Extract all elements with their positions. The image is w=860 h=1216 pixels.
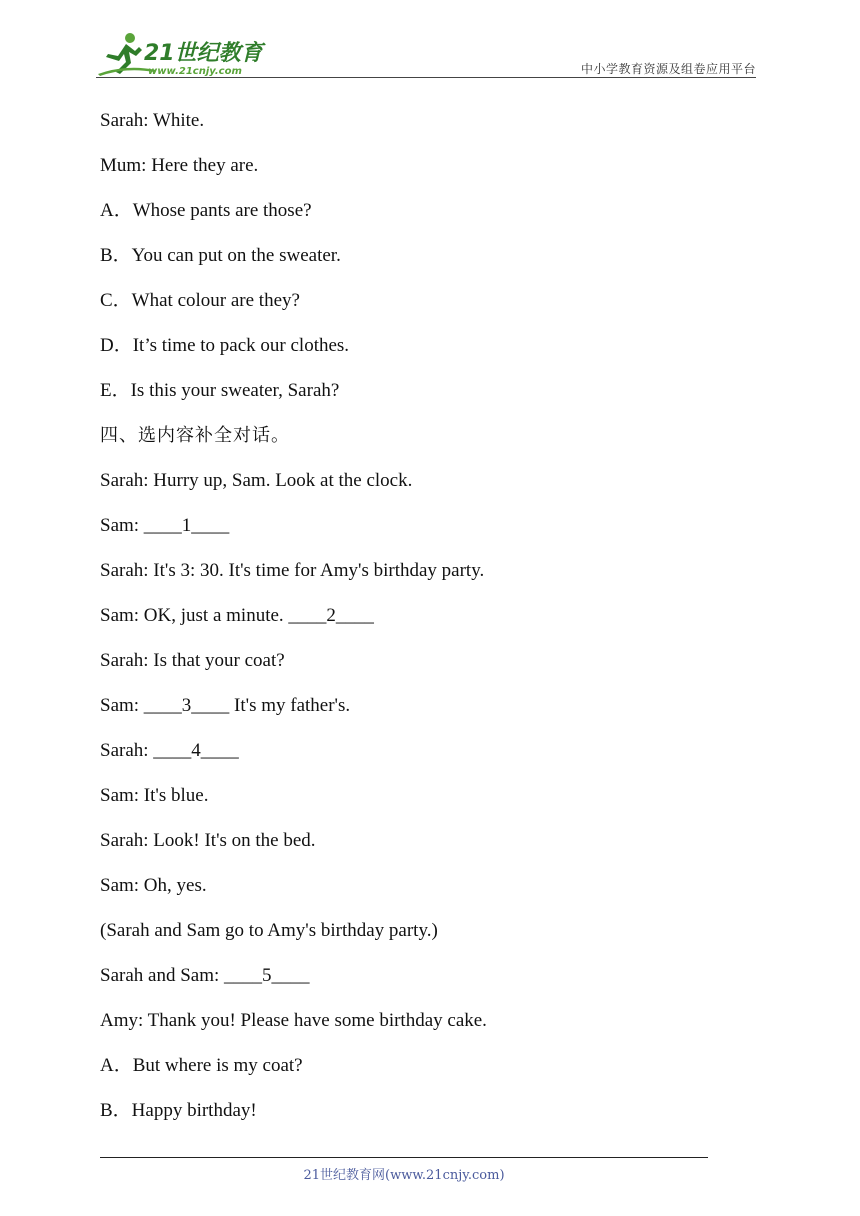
option-line: B．You can put on the sweater. — [100, 245, 341, 266]
logo — [96, 30, 266, 78]
option-line: A．Whose pants are those? — [100, 200, 312, 221]
dialogue-line: Sarah: Hurry up, Sam. Look at the clock. — [100, 470, 413, 491]
dialogue-line: Sarah: It's 3: 30. It's time for Amy's birthday party. — [100, 560, 485, 581]
section-heading: 四、选内容补全对话。 — [100, 425, 290, 446]
dialogue-line: Sam: OK, just a minute. ____2____ — [100, 605, 374, 626]
header-platform-text: 中小学教育资源及组卷应用平台 — [580, 62, 756, 76]
dialogue-line: Sarah: Is that your coat? — [100, 650, 285, 671]
document-body — [100, 108, 740, 1143]
header-divider — [96, 77, 756, 78]
footer-link-text: 21世纪教育网(www.21cnjy.com) — [303, 1168, 505, 1183]
dialogue-line: Sarah: White. — [100, 110, 205, 131]
page-header — [96, 30, 756, 78]
dialogue-line: Amy: Thank you! Please have some birthday cake. — [100, 1010, 487, 1031]
dialogue-line: Sam: It's blue. — [100, 785, 209, 806]
option-line: C．What colour are they? — [100, 290, 300, 311]
dialogue-line: Sarah: Look! It's on the bed. — [100, 830, 316, 851]
option-line: D．It’s time to pack our clothes. — [100, 335, 350, 356]
page-footer — [100, 1157, 708, 1183]
dialogue-line: Sarah and Sam: ____5____ — [100, 965, 310, 986]
logo-main-text: 21世纪教育 — [144, 41, 263, 66]
dialogue-line: Sam: ____3____ It's my father's. — [100, 695, 351, 716]
option-line: B．Happy birthday! — [100, 1100, 257, 1121]
dialogue-line: Sam: Oh, yes. — [100, 875, 207, 896]
dialogue-line: Sam: ____1____ — [100, 515, 230, 536]
dialogue-line: Mum: Here they are. — [100, 155, 259, 176]
footer-divider — [100, 1157, 708, 1158]
option-line: A．But where is my coat? — [100, 1055, 303, 1076]
dialogue-line: Sarah: ____4____ — [100, 740, 239, 761]
option-line: E．Is this your sweater, Sarah? — [100, 380, 340, 401]
logo-sub-text: www.21cnjy.com — [148, 66, 242, 77]
stage-direction: (Sarah and Sam go to Amy's birthday party.) — [100, 920, 438, 941]
